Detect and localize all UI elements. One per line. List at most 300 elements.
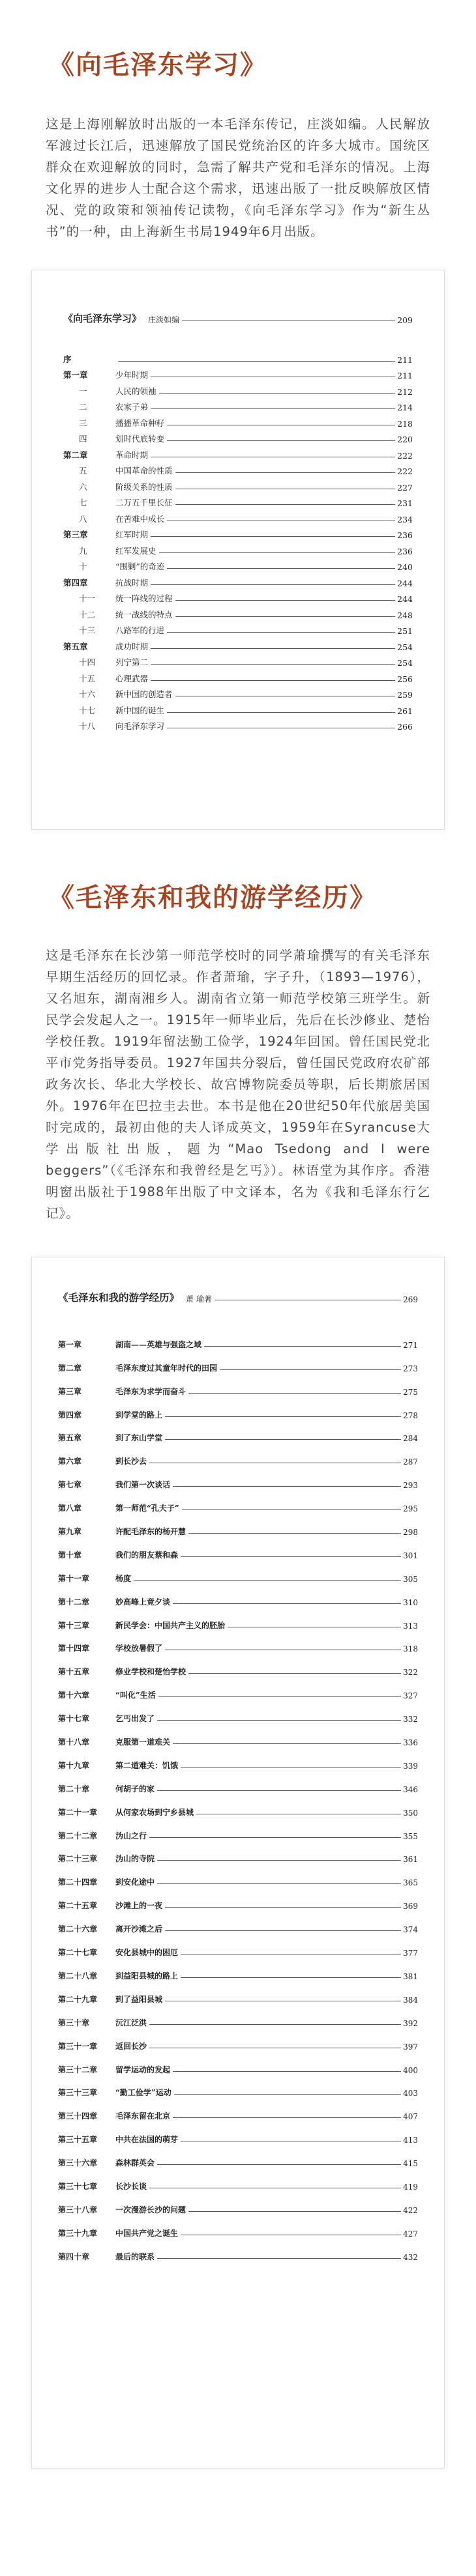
toc-row	[63, 716, 413, 732]
toc-row	[58, 1934, 418, 1958]
toc-row-page: 266	[397, 722, 413, 732]
toc-row	[58, 1631, 418, 1654]
toc-row-page: 422	[403, 2205, 418, 2215]
toc-row-number: 二	[79, 402, 87, 412]
toc-row-number: 八	[79, 513, 87, 524]
toc-row-leader	[157, 1790, 401, 1791]
toc-row-page: 397	[403, 2042, 418, 2052]
toc-row-title: 到了益阳县城	[115, 1994, 163, 2004]
toc-row-number: 十	[79, 562, 87, 571]
toc-row-page: 231	[397, 498, 413, 508]
toc-row	[58, 1653, 418, 1677]
toc-row	[58, 1350, 418, 1373]
toc-row-number: 第五章	[58, 1433, 82, 1443]
toc-row-number: 第二十八章	[58, 1971, 98, 1981]
toc-row-leader	[159, 552, 396, 553]
toc-row-leader	[165, 1930, 401, 1931]
section1-title: 《向毛泽东学习》	[48, 50, 267, 80]
toc-row-number: 第四十章	[58, 2252, 90, 2261]
toc-row	[63, 700, 413, 716]
toc-row-title: 到益阳县城的路上	[115, 1971, 179, 1981]
toc-row-page: 415	[403, 2159, 418, 2169]
toc-row-page: 261	[397, 706, 413, 716]
toc-row-page: 211	[397, 354, 413, 365]
toc-row-page: 384	[403, 1995, 418, 2005]
toc-row-page: 244	[397, 594, 413, 604]
toc-row-number: 第二十四章	[58, 1878, 98, 1887]
toc-row-leader	[151, 680, 395, 681]
toc-row	[58, 1537, 418, 1560]
toc-row	[58, 1841, 418, 1865]
toc-row-number: 第二十章	[58, 1784, 90, 1794]
toc-row-number: 第二十七章	[58, 1948, 98, 1958]
toc-row	[63, 349, 413, 365]
toc-row-title: 我们的朋友蔡和森	[115, 1550, 179, 1560]
toc-row-title: 返回长沙	[115, 2041, 147, 2051]
toc-row-page: 236	[397, 530, 413, 540]
toc-row-title: 成功时期	[115, 641, 149, 651]
toc-row	[63, 540, 413, 556]
toc-row-page: 427	[403, 2229, 418, 2239]
toc-row-title: 长沙长谈	[115, 2181, 147, 2191]
toc-row-number: 第二十五章	[58, 1901, 98, 1911]
toc-row-number: 第二十九章	[58, 1994, 98, 2004]
toc-row-number: 第二十一章	[58, 1807, 98, 1817]
toc-row-number: 第三章	[63, 530, 88, 539]
toc-row-number: 第十九章	[58, 1760, 90, 1770]
toc-row-leader	[173, 1743, 401, 1744]
toc-row-page: 339	[403, 1761, 418, 1771]
toc-row-leader	[118, 361, 395, 362]
toc-row-page: 361	[403, 1855, 418, 1865]
toc-row-title: 乞丐出发了	[115, 1714, 155, 1724]
toc-row-leader	[157, 2258, 401, 2259]
toc-row-page: 413	[403, 2136, 418, 2145]
toc-row-number: 第三十四章	[58, 2111, 98, 2121]
toc-row-leader	[181, 1977, 401, 1978]
toc-book-page: 269	[403, 1295, 418, 1304]
toc-row	[58, 1771, 418, 1794]
toc-row-page: 327	[403, 1691, 418, 1701]
toc-row-title: 中共在法国的萌芽	[115, 2135, 179, 2145]
toc-book-author: 萧 瑜著	[186, 1295, 212, 1304]
toc-row	[63, 652, 413, 668]
toc-row-number: 第四章	[63, 577, 88, 588]
toc-row	[63, 476, 413, 493]
section1-paragraph: 这是上海刚解放时出版的一本毛泽东传记，庄淡如编。人民解放军渡过长江后，迅速解放了国民党统治区的许多大城市。国统区群众在欢迎解放的同时，急需了解共产党和毛泽东的情况。上海文化界的进步人士配合这个需求，迅速出版了一批反映解放区情况、党的政策和领袖传记读物，《向毛泽东学习》作为“新生丛书”的一种，由上海新生书局1949年6月出版。	[46, 117, 430, 239]
toc-row-title: 我们第一次谈话	[115, 1480, 171, 1490]
toc-row-page: 254	[397, 642, 413, 652]
toc-row-leader	[175, 472, 396, 473]
toc-row-number: 三	[79, 418, 87, 428]
toc-row	[63, 572, 413, 588]
toc-row-title: 阶级关系的性质	[115, 481, 173, 492]
toc-row-number: 第三十一章	[58, 2041, 98, 2051]
toc-row-number: 第一章	[63, 370, 88, 380]
toc-row-number: 第十六章	[58, 1691, 90, 1700]
toc-row-title: “叫化”生活	[115, 1691, 156, 1700]
toc-row	[63, 365, 413, 381]
toc-row-number: 第四章	[58, 1410, 82, 1420]
toc-row	[58, 2239, 418, 2262]
toc-row-page: 332	[403, 1715, 418, 1724]
toc-row	[63, 461, 413, 477]
toc-row-page: 377	[403, 1949, 418, 1958]
toc-row	[58, 1467, 418, 1490]
toc-row	[63, 429, 413, 445]
toc-header	[63, 307, 413, 325]
toc-row-page: 313	[403, 1621, 418, 1631]
toc-row-page: 251	[397, 626, 413, 636]
toc-row-page: 222	[397, 466, 413, 476]
toc-row-page: 254	[397, 658, 413, 668]
toc-row-page: 275	[403, 1387, 418, 1397]
toc-row-title: 沙滩上的一夜	[115, 1901, 163, 1911]
toc-row-title: 湖南——英雄与强盗之域	[115, 1339, 202, 1349]
toc-row-title: 二万五千里长征	[115, 498, 173, 508]
toc-row	[63, 444, 413, 461]
toc-row-page: 355	[403, 1831, 418, 1841]
toc-row-title: 沩山之行	[115, 1831, 147, 1840]
toc-row	[63, 588, 413, 605]
toc-row-title: 新中国的诞生	[115, 705, 165, 715]
toc-row-leader	[151, 408, 395, 409]
toc-row-page: 259	[397, 690, 413, 700]
toc-row-page: 336	[403, 1738, 418, 1748]
toc-row	[58, 1911, 418, 1934]
toc-row-title: 沅江泛洪	[115, 2018, 147, 2027]
toc-row	[58, 1397, 418, 1420]
toc-row	[58, 1958, 418, 1981]
toc-row-leader	[151, 536, 395, 537]
toc-row-title: 森林群英会	[115, 2158, 155, 2168]
toc-row-title: 新民学会：中国共产主义的胚胎	[115, 1620, 226, 1630]
toc-row-leader	[173, 1603, 401, 1604]
toc-row-number: 十三	[79, 625, 96, 635]
toc-row-leader	[158, 1696, 401, 1697]
toc-row-number: 十八	[79, 721, 96, 731]
toc-row-leader	[220, 1369, 401, 1370]
toc-row-title: 离开沙滩之后	[115, 1925, 163, 1934]
toc-image-2	[31, 1257, 445, 2469]
toc-row-number: 十五	[79, 673, 96, 683]
toc-book-author: 庄淡如编	[148, 315, 180, 324]
toc-row-number: 第三十九章	[58, 2228, 98, 2238]
toc-row-title: 心理武器	[115, 673, 149, 683]
toc-row	[58, 1700, 418, 1724]
toc-row-page: 287	[403, 1457, 418, 1467]
toc-row-number: 第二十三章	[58, 1854, 98, 1864]
toc-row-title: 第二道难关：饥饿	[115, 1760, 179, 1770]
toc-row-number: 七	[79, 498, 87, 508]
toc-row	[63, 636, 413, 652]
toc-row	[63, 620, 413, 637]
toc-row-title: 妙高峰上竟夕谈	[115, 1597, 171, 1607]
toc-row-page: 400	[403, 2065, 418, 2075]
toc-row-page: 392	[403, 2018, 418, 2028]
toc-row-title: 第一师范“孔夫子”	[115, 1504, 179, 1513]
toc-row-page: 350	[403, 1808, 418, 1818]
toc-row-leader	[175, 616, 396, 617]
toc-row	[58, 2121, 418, 2145]
toc-row-page: 369	[403, 1902, 418, 1911]
toc-row-number: 第三十二章	[58, 2065, 98, 2074]
toc-row	[58, 2168, 418, 2192]
toc-row-number: 十七	[79, 705, 96, 715]
toc-row-number: 五	[79, 466, 87, 476]
toc-row-title: 人民的领袖	[115, 386, 156, 396]
toc-row-page: 322	[403, 1668, 418, 1678]
toc-row-title: 红军时期	[115, 530, 149, 539]
toc-row	[58, 2005, 418, 2028]
toc-row-number: 十二	[79, 609, 96, 620]
toc-row-page: 374	[403, 1925, 418, 1935]
toc-row-leader	[188, 1533, 401, 1534]
toc-row-number: 第十二章	[58, 1597, 90, 1607]
toc-row-title: 沩山的寺院	[115, 1854, 155, 1864]
toc-row-title: 列宁第二	[115, 657, 149, 667]
toc-row	[63, 397, 413, 413]
toc-row-leader	[188, 1673, 401, 1674]
toc-row-leader	[167, 440, 395, 441]
toc-row	[58, 1326, 418, 1350]
toc-book-page: 209	[397, 315, 413, 325]
toc-row-page: 218	[397, 418, 413, 429]
toc-row-number: 十四	[79, 657, 96, 667]
toc-row-leader	[188, 2211, 401, 2212]
toc-header	[58, 1286, 418, 1304]
toc-row-page: 240	[397, 562, 413, 572]
toc-row-leader	[157, 1720, 401, 1721]
toc-row-number: 九	[79, 545, 87, 556]
toc-row-number: 第七章	[58, 1480, 82, 1490]
toc-row	[58, 1373, 418, 1397]
toc-row-number: 十一	[79, 594, 96, 603]
toc-row	[58, 1420, 418, 1444]
toc-row-title: 农家子弟	[115, 402, 149, 412]
toc-row-number: 一	[79, 386, 87, 396]
toc-row-page: 214	[397, 403, 413, 412]
toc-row	[63, 684, 413, 700]
toc-row	[58, 2145, 418, 2168]
toc-row-page: 244	[397, 578, 413, 588]
toc-row-number: 序	[63, 354, 72, 364]
toc-row-number: 十六	[79, 689, 96, 699]
toc-row-title: 划时代底转变	[115, 434, 165, 444]
toc-row	[58, 1794, 418, 1818]
toc-row	[58, 1677, 418, 1700]
toc-row-title: 何胡子的家	[115, 1784, 155, 1794]
toc-row	[63, 508, 413, 524]
toc-row-title: 毛泽东度过其童年时代的田园	[115, 1363, 218, 1373]
toc-row	[63, 668, 413, 684]
toc-row	[58, 2052, 418, 2075]
toc-row	[58, 1513, 418, 1537]
toc-row	[58, 1818, 418, 1841]
toc-row-leader	[167, 568, 395, 569]
toc-row-title: 革命时期	[115, 450, 149, 460]
toc-row-title: 许配毛泽东的杨开慧	[115, 1527, 186, 1537]
toc-row-number: 第十八章	[58, 1738, 90, 1747]
toc-row-number: 四	[79, 434, 87, 444]
toc-row-page: 318	[403, 1644, 418, 1654]
toc-row-number: 第六章	[58, 1457, 82, 1467]
toc-row-page: 234	[397, 514, 413, 524]
section2-title: 《毛泽东和我的游学经历》	[48, 882, 377, 913]
toc-row-title: 最后的联系	[115, 2252, 155, 2261]
toc-row-page: 365	[403, 1878, 418, 1888]
toc-row-leader	[204, 1346, 401, 1347]
toc-row-leader	[151, 648, 395, 649]
toc-row-number: 第三十七章	[58, 2181, 98, 2191]
toc-row-number: 第十三章	[58, 1620, 90, 1630]
toc-row-leader	[173, 2117, 401, 2118]
toc-book-title: 《向毛泽东学习》	[63, 313, 142, 324]
toc-row-leader	[175, 600, 396, 601]
toc-row	[58, 1864, 418, 1887]
toc-row-title: 统一战线的特点	[115, 609, 173, 620]
toc-row-leader	[157, 1883, 401, 1884]
toc-row-leader	[149, 1837, 401, 1838]
toc-row-title: 在苦难中成长	[115, 513, 165, 524]
toc-row-title: 克服第一道难关	[115, 1738, 171, 1747]
toc-row-leader	[149, 2024, 401, 2025]
toc-row-number: 第十一章	[58, 1573, 90, 1583]
toc-row-title: 中国革命的性质	[115, 466, 173, 476]
toc-row-page: 305	[403, 1574, 418, 1584]
toc-row-page: 301	[403, 1551, 418, 1560]
toc-row-page: 273	[403, 1364, 418, 1373]
toc-row-number: 第五章	[63, 641, 88, 651]
toc-list	[58, 1326, 418, 2262]
toc-row-leader	[151, 664, 395, 665]
toc-row-number: 第十四章	[58, 1644, 90, 1653]
toc-row-title: 留学运动的发起	[115, 2065, 171, 2074]
toc-row	[58, 1607, 418, 1631]
toc-row	[63, 556, 413, 573]
toc-row-page: 419	[403, 2182, 418, 2192]
toc-row-leader	[175, 504, 396, 505]
toc-row	[58, 1887, 418, 1911]
toc-row	[63, 380, 413, 397]
toc-row-number: 第十章	[58, 1550, 82, 1560]
toc-row	[58, 1724, 418, 1747]
toc-row-leader	[151, 584, 395, 585]
toc-list	[63, 349, 413, 732]
toc-row-page: 346	[403, 1784, 418, 1794]
toc-row-title: 中国共产党之诞生	[115, 2228, 179, 2238]
toc-row-title: 新中国的创造者	[115, 689, 173, 699]
toc-row	[58, 1981, 418, 2005]
toc-row	[63, 412, 413, 429]
toc-row	[58, 2192, 418, 2215]
toc-row-leader	[181, 1556, 401, 1557]
toc-row	[63, 493, 413, 509]
toc-row	[58, 1560, 418, 1584]
toc-row-title: 杨度	[115, 1573, 132, 1583]
toc-row	[58, 1584, 418, 1607]
toc-row-page: 284	[403, 1434, 418, 1444]
toc-row-leader	[173, 1486, 401, 1487]
toc-row	[63, 604, 413, 620]
toc-row-title: 学校放暑假了	[115, 1644, 163, 1653]
toc-book-title: 《毛泽东和我的游学经历》	[58, 1291, 180, 1304]
toc-row	[58, 1443, 418, 1467]
toc-row-title: 到长沙去	[115, 1457, 147, 1467]
toc-row	[58, 1747, 418, 1771]
toc-row-number: 第十七章	[58, 1714, 90, 1724]
toc-row-page: 256	[397, 674, 413, 684]
toc-row-page: 236	[397, 546, 413, 556]
toc-row-title: “勤工俭学”运动	[115, 2088, 171, 2098]
toc-row-number: 第二十六章	[58, 1925, 98, 1934]
toc-row-page: 293	[403, 1481, 418, 1491]
toc-row-leader	[173, 2071, 401, 2072]
toc-row-number: 第九章	[58, 1527, 82, 1537]
toc-row-number: 第一章	[58, 1339, 82, 1349]
toc-row-page: 295	[403, 1504, 418, 1514]
toc-row-page: 212	[397, 386, 413, 397]
toc-row-title: 到了东山学堂	[115, 1433, 163, 1443]
toc-row-page: 403	[403, 2089, 418, 2098]
toc-row-number: 第三章	[58, 1386, 82, 1396]
toc-row-page: 248	[397, 610, 413, 620]
toc-row	[58, 1490, 418, 1513]
toc-row-number: 第二章	[63, 450, 88, 460]
toc-row-title: 抗战时期	[115, 577, 149, 588]
toc-row-title: 一次漫游长沙的问题	[115, 2205, 186, 2214]
toc-row-leader	[159, 393, 396, 394]
section2-paragraph: 这是毛泽东在长沙第一师范学校时的同学萧瑜撰写的有关毛泽东早期生活经历的回忆录。作者萧瑜，字子升，（1893—1976），又名旭东，湖南湘乡人。湖南省立第一师范学校第三班学生。新民学会发起人之一。1915年一师毕业后，先后在长沙修业、楚怡学校任教。1919年留法勤工俭学，1924年回国。曾任国民党北平市党务指导委员。1927年国共分裂后，曾任国民党政府农矿部政务次长、华北大学校长、故宫博物院委员等职，后长期旅居国外。1976年在巴拉圭去世。本书是他在20世纪50年代旅居美国时完成的，最初由他的夫人译成英文，1959年在Syrancuse大学出版社出版，题为“Mao Tsedong and I were beggers”（《毛泽东和我曾经是乞丐》）。林语堂为其作序。香港明窗出版社于1988年出版了中文译本，名为《我和毛泽东行乞记》。	[46, 948, 430, 1221]
toc-row-leader	[157, 2164, 401, 2165]
toc-row-number: 第十五章	[58, 1667, 90, 1677]
toc-row-page: 310	[403, 1597, 418, 1607]
toc-row-number: 第三十三章	[58, 2088, 98, 2098]
toc-row-number: 第三十六章	[58, 2158, 98, 2168]
toc-row-leader	[188, 1393, 401, 1394]
toc-row-leader	[167, 712, 395, 713]
toc-row-page: 211	[397, 371, 413, 380]
toc-row-page: 220	[397, 435, 413, 444]
toc-row-leader	[165, 1416, 401, 1417]
toc-row-page: 271	[403, 1340, 418, 1350]
toc-row-leader	[157, 1860, 401, 1861]
toc-row-title: 播播革命种籽	[115, 418, 165, 428]
toc-row-title: 毛泽东为求学而奋斗	[115, 1386, 186, 1396]
toc-row-page: 227	[397, 482, 413, 493]
toc-row	[63, 524, 413, 541]
toc-image-1	[31, 270, 445, 830]
toc-row-title: “围剿”的奇迹	[115, 562, 165, 571]
toc-row-title: 少年时期	[115, 370, 149, 380]
toc-row-number: 第二十二章	[58, 1831, 98, 1840]
toc-row-page: 381	[403, 1971, 418, 1981]
toc-row-number: 第八章	[58, 1504, 82, 1513]
toc-row	[58, 2075, 418, 2098]
toc-row-title: 安化县城中的困厄	[115, 1948, 179, 1958]
toc-row-number: 第三十八章	[58, 2205, 98, 2214]
toc-row-page: 278	[403, 1410, 418, 1420]
toc-row-title: 毛泽东留在北京	[115, 2111, 171, 2121]
toc-row-page: 407	[403, 2112, 418, 2122]
toc-row-leader	[165, 1439, 401, 1440]
toc-row-number: 第三十五章	[58, 2135, 98, 2145]
toc-row-title: 统一阵线的过程	[115, 594, 173, 603]
toc-row-page: 298	[403, 1528, 418, 1538]
toc-row	[58, 2028, 418, 2052]
toc-row-number: 第二章	[58, 1363, 82, 1373]
toc-row-number: 六	[79, 481, 87, 492]
